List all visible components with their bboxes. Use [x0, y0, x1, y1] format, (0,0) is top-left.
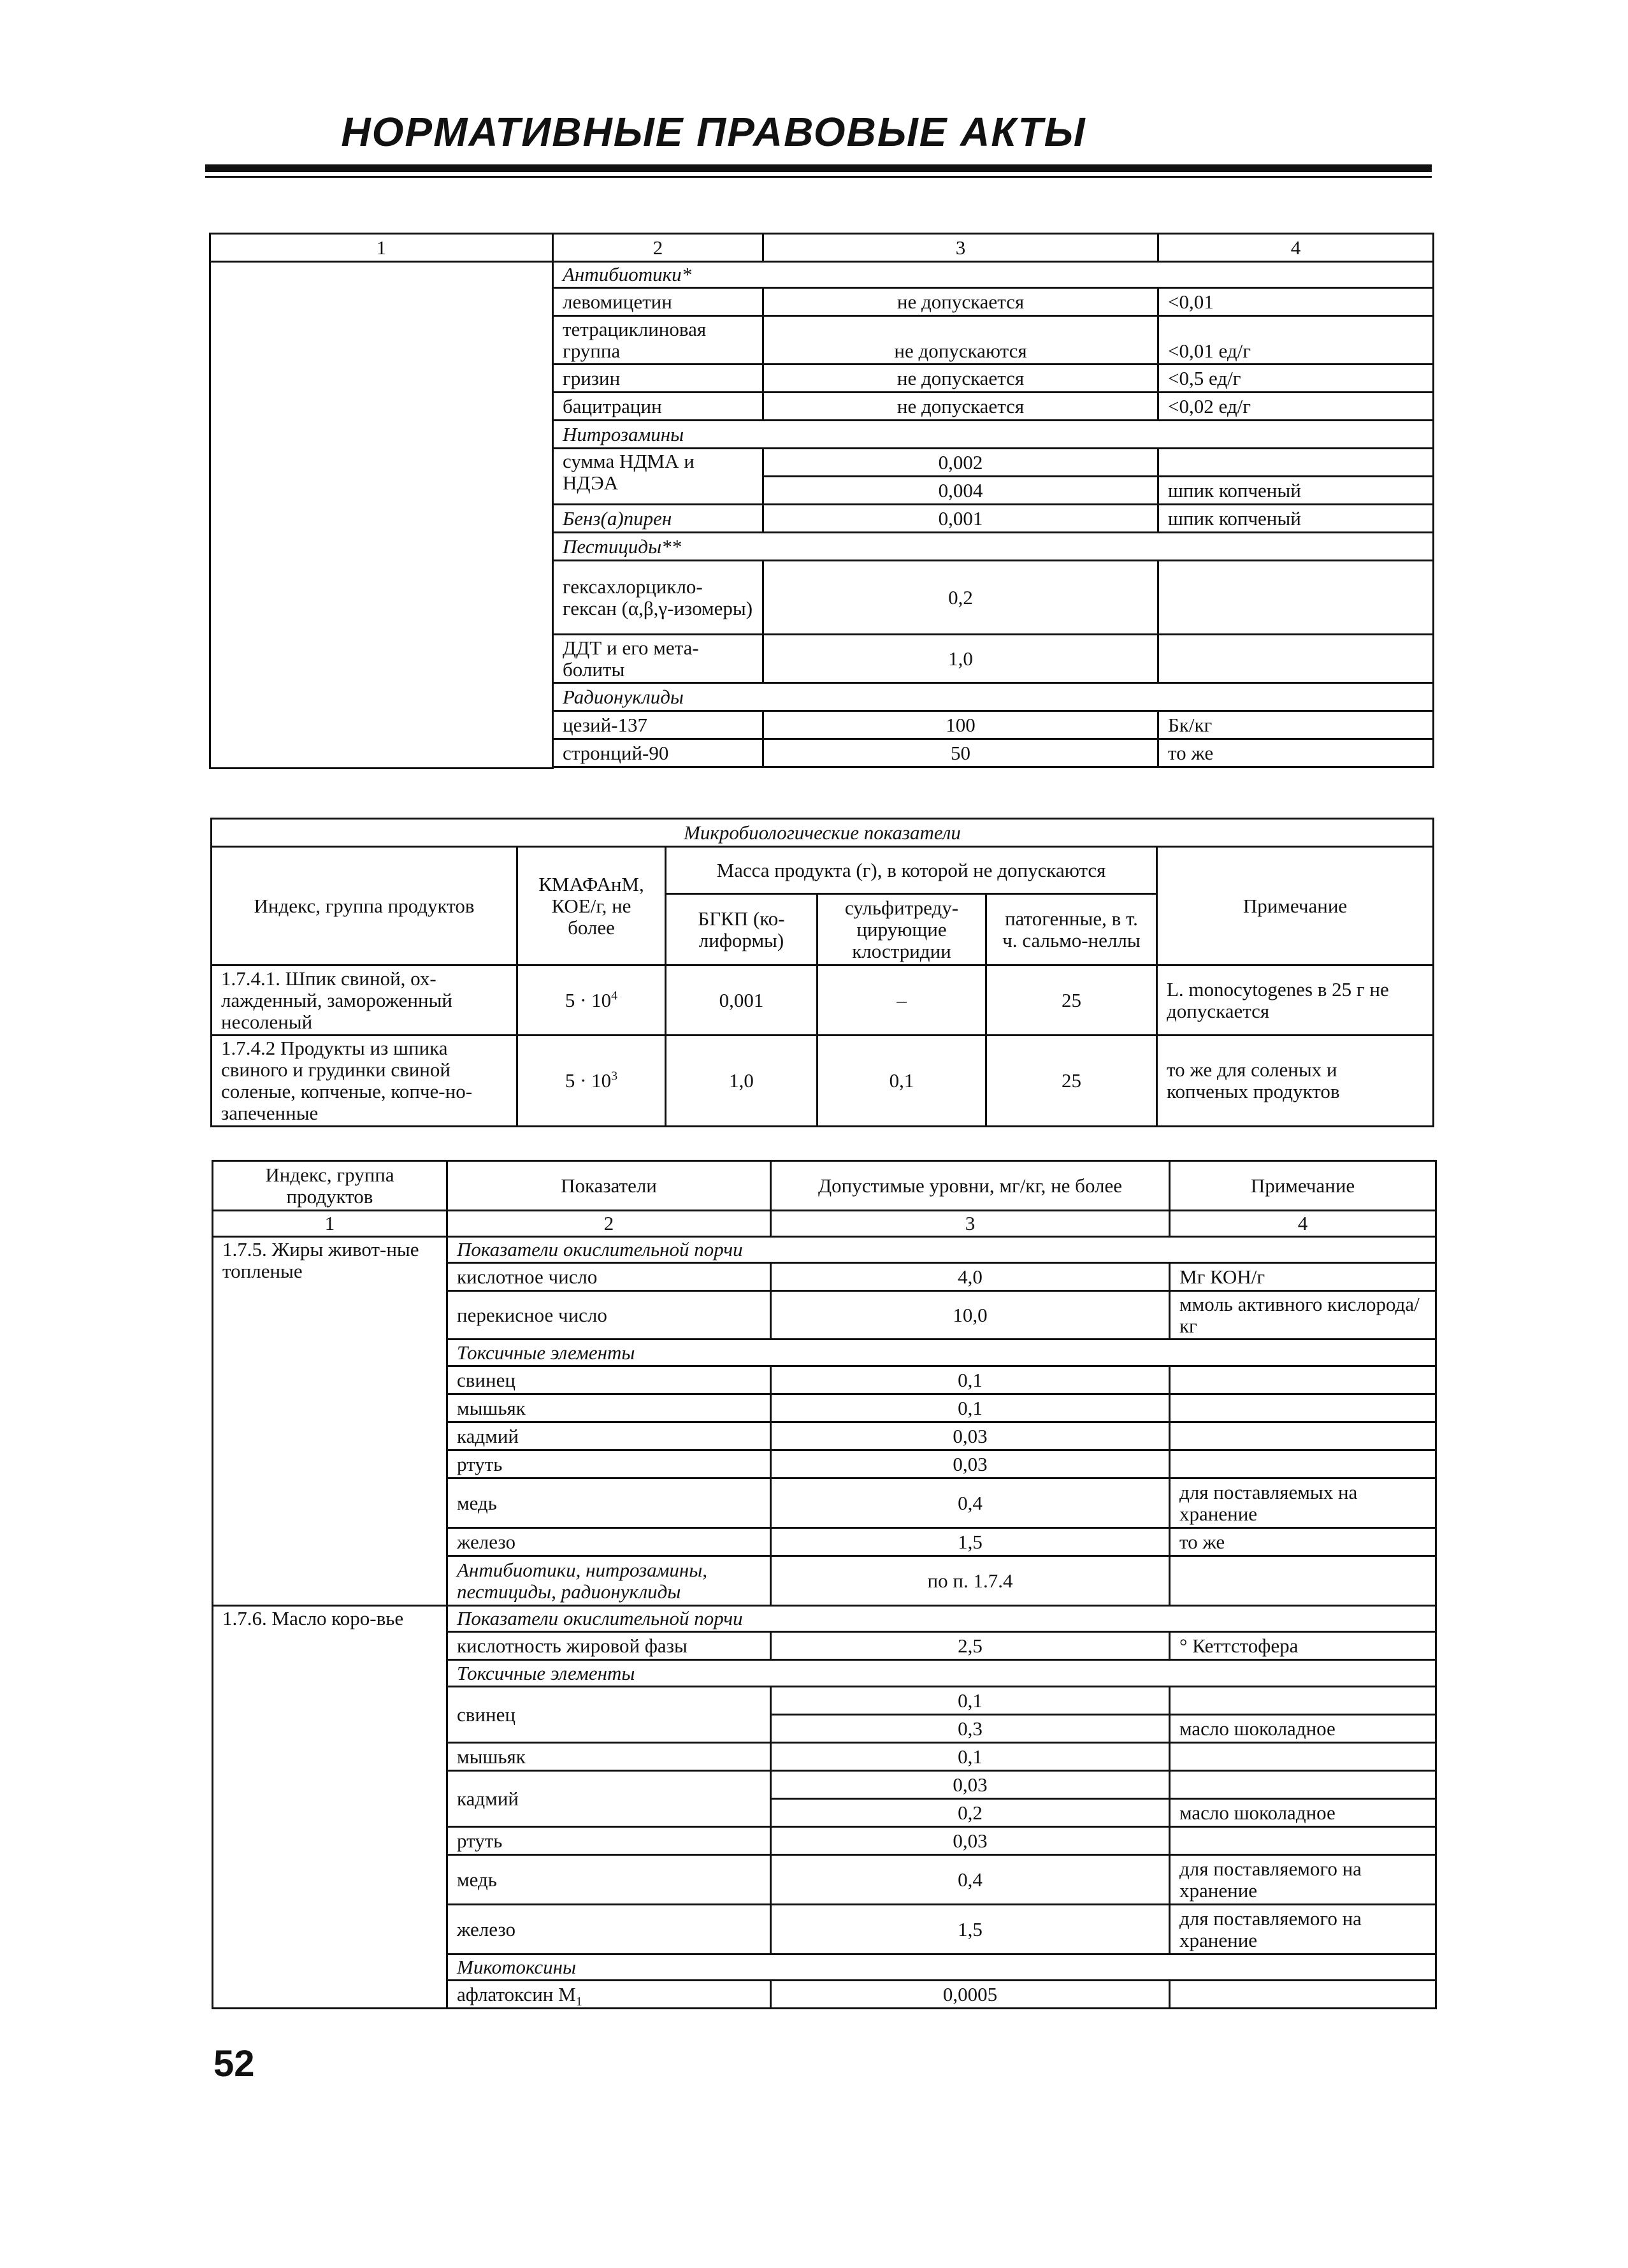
t3-section: Токсичные элементы: [447, 1660, 1436, 1687]
t3-value: 0,1: [771, 1394, 1170, 1422]
t3-colnum-1: 1: [213, 1211, 447, 1237]
t3-note: [1170, 1743, 1436, 1771]
t3-name: свинец: [447, 1366, 771, 1394]
t3-note: для поставляемого на хранение: [1170, 1855, 1436, 1905]
table-fats-butter: [212, 1160, 1437, 2009]
t1-note: <0,02 ед/г: [1158, 393, 1434, 421]
t3-note: масло шоколадное: [1170, 1715, 1436, 1743]
t3-note: [1170, 1687, 1436, 1715]
t2-head-index: Индекс, группа продуктов: [212, 847, 517, 965]
t1-section: Пестициды**: [553, 533, 1434, 561]
table-antibiotics: [209, 233, 1434, 769]
t2-row-index: 1.7.4.1. Шпик свиной, ох-лажденный, замороженный несоленый: [212, 965, 517, 1036]
t3-section: Показатели окислительной порчи: [447, 1606, 1436, 1632]
t3-name: кислотное число: [447, 1263, 771, 1291]
t3-value: 0,2: [771, 1799, 1170, 1827]
t3-name: мышьяк: [447, 1394, 771, 1422]
t3-colnum-4: 4: [1170, 1211, 1436, 1237]
t1-colnum-2: 2: [553, 234, 763, 262]
t3-head-indicators: Показатели: [447, 1161, 771, 1211]
t1-section: Нитрозамины: [553, 421, 1434, 449]
t3-note: ммоль активного кислорода/кг: [1170, 1291, 1436, 1340]
t2-row-note: L. monocytogenes в 25 г не допускается: [1157, 965, 1434, 1036]
t1-name: стронций-90: [553, 739, 763, 767]
t1-note: Бк/кг: [1158, 711, 1434, 739]
t3-name: ртуть: [447, 1827, 771, 1855]
t3-value: 0,1: [771, 1743, 1170, 1771]
t3-name: железо: [447, 1905, 771, 1954]
t3-name: свинец: [447, 1687, 771, 1743]
t2-row-sulfite: 0,1: [818, 1036, 986, 1127]
t1-note: [1158, 561, 1434, 635]
t1-name: Бенз(а)пирен: [553, 505, 763, 533]
header-rule-thin: [205, 176, 1432, 178]
t3-value: 2,5: [771, 1632, 1170, 1660]
t1-value: не допускается: [763, 393, 1158, 421]
header-rule-thick: [205, 164, 1432, 172]
t1-value: 0,2: [763, 561, 1158, 635]
t3-head-levels: Допустимые уровни, мг/кг, не более: [771, 1161, 1170, 1211]
t3-note: [1170, 1771, 1436, 1799]
t2-row-note: то же для соленых и копченых продуктов: [1157, 1036, 1434, 1127]
t3-note: масло шоколадное: [1170, 1799, 1436, 1827]
t2-title: Микробиологические показатели: [212, 819, 1434, 847]
t3-head-index: Индекс, группа продуктов: [213, 1161, 447, 1211]
t1-name: бацитрацин: [553, 393, 763, 421]
t2-row-pathogen: 25: [986, 1036, 1157, 1127]
t3-section: Показатели окислительной порчи: [447, 1237, 1436, 1263]
t1-name: левомицетин: [553, 288, 763, 316]
t3-note: Мг КОН/г: [1170, 1263, 1436, 1291]
t3-name: кадмий: [447, 1422, 771, 1450]
t3-name: Антибиотики, нитрозамины, пестициды, радионуклиды: [447, 1556, 771, 1606]
t3-value: 0,4: [771, 1855, 1170, 1905]
t3-section: Токсичные элементы: [447, 1340, 1436, 1366]
t3-value: 0,03: [771, 1422, 1170, 1450]
t3-note: [1170, 1394, 1436, 1422]
t3-value: 0,1: [771, 1687, 1170, 1715]
t3-name: медь: [447, 1478, 771, 1528]
t3-name: мышьяк: [447, 1743, 771, 1771]
t1-name: сумма НДМА и НДЭА: [553, 449, 763, 505]
t1-value: 50: [763, 739, 1158, 767]
t1-value: не допускается: [763, 288, 1158, 316]
t3-value: 1,5: [771, 1905, 1170, 1954]
t2-head-pathogen: патогенные, в т. ч. сальмо-неллы: [986, 894, 1157, 965]
t1-note: шпик копченый: [1158, 477, 1434, 505]
t3-colnum-3: 3: [771, 1211, 1170, 1237]
t3-value: 0,03: [771, 1450, 1170, 1478]
t3-value: 1,5: [771, 1528, 1170, 1556]
t2-head-kmafanm: КМАФАнМ, КОЕ/г, не более: [517, 847, 666, 965]
page-header-title: НОРМАТИВНЫЕ ПРАВОВЫЕ АКТЫ: [341, 109, 1086, 155]
t2-row-bgkp: 1,0: [666, 1036, 818, 1127]
t1-note: <0,5 ед/г: [1158, 365, 1434, 393]
t1-note: [1158, 635, 1434, 683]
t3-note: [1170, 1827, 1436, 1855]
t2-head-note: Примечание: [1157, 847, 1434, 965]
t3-name: кадмий: [447, 1771, 771, 1827]
t2-row-index: 1.7.4.2 Продукты из шпика свиного и грудинки свиной соленые, копченые, копче-но-запеченные: [212, 1036, 517, 1127]
t3-colnum-2: 2: [447, 1211, 771, 1237]
t3-note: [1170, 1450, 1436, 1478]
t1-note: <0,01: [1158, 288, 1434, 316]
t1-section: Антибиотики*: [553, 262, 1434, 288]
t3-section: Микотоксины: [447, 1954, 1436, 1981]
table-microbiology: [210, 818, 1434, 1127]
t1-name: тетрациклиновая группа: [553, 316, 763, 365]
t3-note: [1170, 1556, 1436, 1606]
t3-value: 4,0: [771, 1263, 1170, 1291]
t1-section: Радионуклиды: [553, 683, 1434, 711]
t2-row-kmafanm: $5 \cdot 10^3$: [517, 1036, 666, 1127]
t1-value: 0,004: [763, 477, 1158, 505]
t2-head-sulfite: сульфитреду-цирующие клостридии: [818, 894, 986, 965]
t3-value: 0,1: [771, 1366, 1170, 1394]
t1-colnum-3: 3: [763, 234, 1158, 262]
t1-value: 0,001: [763, 505, 1158, 533]
t1-value: 1,0: [763, 635, 1158, 683]
t2-row-bgkp: 0,001: [666, 965, 818, 1036]
t1-note: то же: [1158, 739, 1434, 767]
t1-value: 100: [763, 711, 1158, 739]
page-number: 52: [213, 2043, 255, 2084]
t3-value: 0,03: [771, 1827, 1170, 1855]
t2-head-mass: Масса продукта (г), в которой не допускаются: [666, 847, 1157, 894]
t1-name: ДДТ и его мета-болиты: [553, 635, 763, 683]
t1-colnum-4: 4: [1158, 234, 1434, 262]
t1-name: гексахлорцикло-гексан (α,β,γ-изомеры): [553, 561, 763, 635]
t3-group-butter: 1.7.6. Масло коро-вье: [213, 1606, 447, 2009]
t3-note: [1170, 1366, 1436, 1394]
t1-colnum-1: 1: [210, 234, 553, 262]
t3-group-fats: 1.7.5. Жиры живот-ные топленые: [213, 1237, 447, 1606]
t3-value: 10,0: [771, 1291, 1170, 1340]
t3-value: 0,3: [771, 1715, 1170, 1743]
t1-note: шпик копченый: [1158, 505, 1434, 533]
t3-note: [1170, 1981, 1436, 2009]
t3-name: медь: [447, 1855, 771, 1905]
t2-row-kmafanm: $5 \cdot 10^4$: [517, 965, 666, 1036]
t3-note: для поставляемых на хранение: [1170, 1478, 1436, 1528]
t1-value: не допускаются: [763, 316, 1158, 365]
t1-empty-group: [210, 262, 553, 769]
t1-value: 0,002: [763, 449, 1158, 477]
t3-name: перекисное число: [447, 1291, 771, 1340]
t3-head-note: Примечание: [1170, 1161, 1436, 1211]
t3-value: 0,4: [771, 1478, 1170, 1528]
t1-name: гризин: [553, 365, 763, 393]
t3-note: то же: [1170, 1528, 1436, 1556]
t3-value: по п. 1.7.4: [771, 1556, 1170, 1606]
t3-name: афлатоксин $M_1$: [447, 1981, 771, 2009]
t1-value: не допускается: [763, 365, 1158, 393]
t2-row-pathogen: 25: [986, 965, 1157, 1036]
t3-name: железо: [447, 1528, 771, 1556]
t3-note: [1170, 1422, 1436, 1450]
t1-note: <0,01 ед/г: [1158, 316, 1434, 365]
t2-head-bgkp: БГКП (ко-лиформы): [666, 894, 818, 965]
t3-value: 0,03: [771, 1771, 1170, 1799]
t3-note: ° Кеттстофера: [1170, 1632, 1436, 1660]
t1-note: [1158, 449, 1434, 477]
t3-value: 0,0005: [771, 1981, 1170, 2009]
t3-name: ртуть: [447, 1450, 771, 1478]
t3-note: для поставляемого на хранение: [1170, 1905, 1436, 1954]
t1-name: цезий-137: [553, 711, 763, 739]
t2-row-sulfite: –: [818, 965, 986, 1036]
t3-name: кислотность жировой фазы: [447, 1632, 771, 1660]
